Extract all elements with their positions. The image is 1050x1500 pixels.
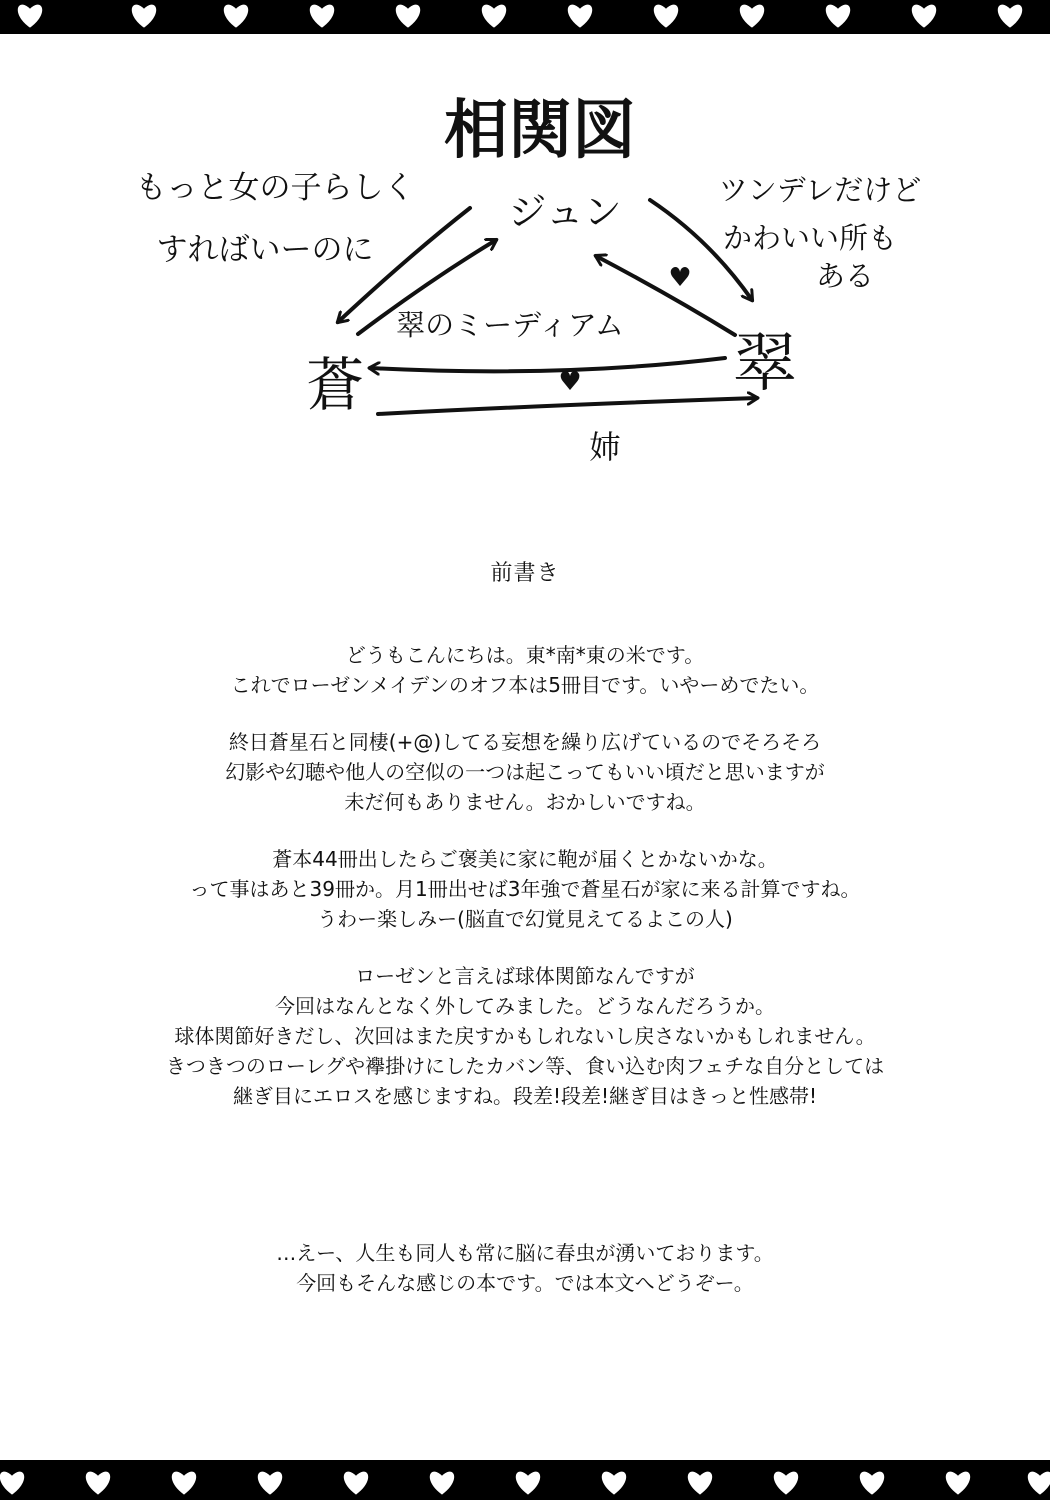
- heart-icon: [18, 5, 42, 28]
- heart-icon: [654, 5, 678, 28]
- heart-icon: [310, 5, 334, 28]
- heart-icon: [912, 5, 936, 28]
- preface-body: [0, 640, 1050, 1138]
- label-aoi-sui-bottom: 姉: [588, 428, 622, 466]
- heart-icon: [1028, 1472, 1050, 1495]
- arrow-aoi-to-sui: [378, 398, 757, 414]
- paragraph-3: [0, 844, 1050, 934]
- heart-icon: [860, 1472, 884, 1495]
- heart-icon: [224, 5, 248, 28]
- heart-icon: [946, 1472, 970, 1495]
- heart-icon: [998, 5, 1022, 28]
- heart-icon: [132, 5, 156, 28]
- heart-icon: [602, 1472, 626, 1495]
- text-line: 未だ何もありません。おかしいですね。: [344, 790, 706, 814]
- paragraph-4: [0, 961, 1050, 1111]
- heart-icon: [774, 1472, 798, 1495]
- heart-icon: [0, 1472, 24, 1495]
- text-line: 終日蒼星石と同棲(+@)してる妄想を繰り広げているのでそろそろ: [228, 730, 822, 754]
- heart-icon: [396, 5, 420, 28]
- paragraph-2: [0, 727, 1050, 817]
- heart-icon: [516, 1472, 540, 1495]
- text-line: これでローゼンメイデンのオフ本は5冊目です。いやーめでたい。: [230, 673, 820, 697]
- heart-icon-aoi-sui: ♥: [558, 367, 582, 397]
- heart-icon: [482, 5, 506, 28]
- heart-icon: [258, 1472, 282, 1495]
- heart-icon: [172, 1472, 196, 1495]
- heart-icon: [740, 5, 764, 28]
- heart-icon: [430, 1472, 454, 1495]
- node-sui: 翠: [733, 327, 797, 401]
- top-heart-border: [0, 0, 1050, 34]
- heart-icon: [344, 1472, 368, 1495]
- text-line: きつきつのローレグや襷掛けにしたカバン等、食い込む肉フェチな自分としては: [165, 1054, 885, 1078]
- arrow-sui-to-aoi: [370, 358, 725, 371]
- label-aoi-to-jun-1: もっと女の子らしく: [135, 170, 415, 206]
- preface-closing: [0, 1238, 1050, 1298]
- top-heart-border-hearts: [0, 0, 1050, 34]
- text-line: ローゼンと言えば球体関節なんですが: [355, 964, 695, 988]
- text-line: 今回はなんとなく外してみました。どうなんだろうか。: [275, 994, 775, 1018]
- text-line: って事はあと39冊か。月1冊出せば3年強で蒼星石が家に来る計算ですね。: [189, 877, 861, 901]
- heart-icon: [568, 5, 592, 28]
- text-line: どうもこんにちは。東*南*東の米です。: [345, 643, 705, 667]
- label-aoi-to-jun-2: すればいーのに: [156, 232, 374, 268]
- label-jun-sui-3: ある: [815, 259, 875, 293]
- heart-icon-jun-sui: ♥: [668, 263, 692, 293]
- preface-heading: 前書き: [490, 561, 560, 586]
- text-line: 蒼本44冊出したらご褒美に家に鞄が届くとかないかな。: [272, 847, 778, 871]
- label-jun-sui-1: ツンデレだけど: [718, 173, 922, 207]
- heart-icon: [826, 5, 850, 28]
- diagram-title: 相関図: [444, 94, 636, 168]
- label-sui-to-aoi: 翠のミーディアム: [396, 308, 624, 342]
- node-aoi: 蒼: [305, 351, 365, 419]
- node-jun: ジュン: [508, 190, 622, 234]
- bottom-heart-border: [0, 1460, 1050, 1500]
- heart-icon: [86, 1472, 110, 1495]
- paragraph-1: [0, 640, 1050, 700]
- text-line: 球体関節好きだし、次回はまた戻すかもしれないし戻さないかもしれません。: [174, 1024, 876, 1048]
- text-line: 今回もそんな感じの本です。では本文へどうぞー。: [296, 1271, 754, 1295]
- text-line: うわー楽しみー(脳直で幻覚見えてるよこの人): [317, 907, 733, 931]
- text-line: 幻影や幻聴や他人の空似の一つは起こってもいい頃だと思いますが: [225, 760, 825, 784]
- correlation-diagram: [0, 60, 1050, 500]
- text-line: 継ぎ目にエロスを感じますね。段差!段差!継ぎ目はきっと性感帯!: [232, 1084, 818, 1108]
- text-line: …えー、人生も同人も常に脳に春虫が湧いております。: [276, 1241, 774, 1265]
- bottom-heart-border-hearts: [0, 1460, 1050, 1500]
- label-jun-sui-2: かわいい所も: [722, 221, 898, 255]
- heart-icon: [688, 1472, 712, 1495]
